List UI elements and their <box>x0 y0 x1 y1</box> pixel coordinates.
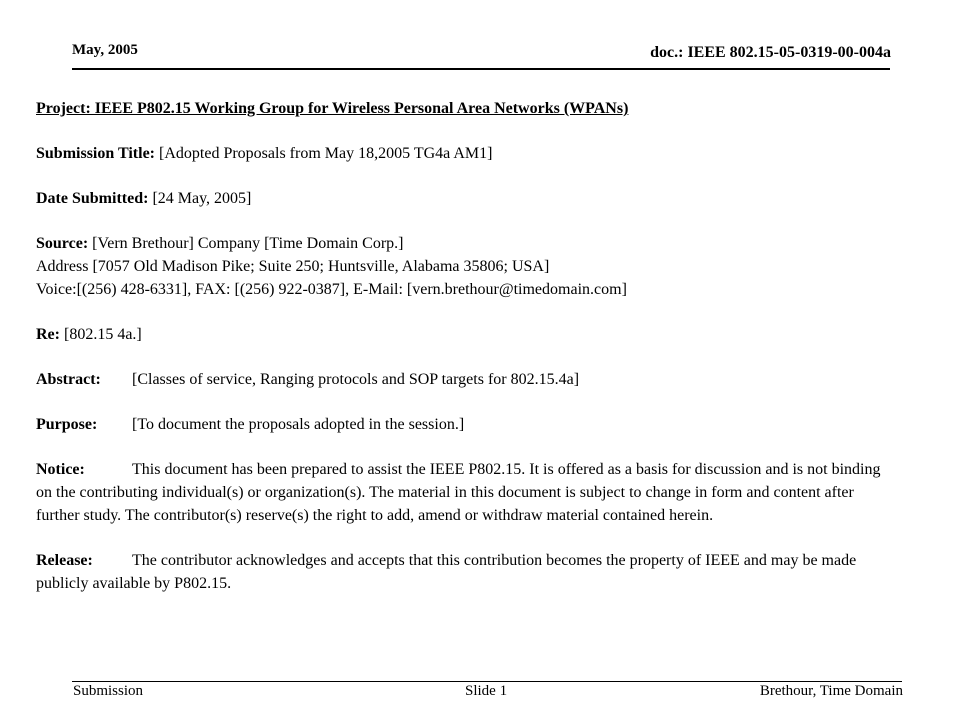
purpose-value: [To document the proposals adopted in the session.] <box>132 416 465 433</box>
abstract-label: Abstract: <box>36 371 101 388</box>
submission-title-label: Submission Title: <box>36 145 156 162</box>
footer-divider <box>72 681 902 682</box>
release-paragraph <box>36 549 896 595</box>
submission-title-value: [Adopted Proposals from May 18,2005 TG4a AM1] <box>155 145 493 162</box>
footer-slide-number: Slide 1 <box>465 683 508 699</box>
notice-value: This document has been prepared to assist the IEEE P802.15. It is offered as a basis for discussion and is not binding on the contributing individual(s) or organization(s). The material in this document is subject to change in form and content after further study. The contributor(s) reserve(s) the right to add, amend or withdraw material contained herein. <box>36 461 881 524</box>
date-submitted-value: [24 May, 2005] <box>148 190 252 207</box>
re-label: Re: <box>36 326 60 343</box>
source-label: Source: <box>36 235 89 252</box>
header-date: May, 2005 <box>72 42 138 58</box>
notice-label: Notice: <box>36 461 85 478</box>
purpose-line <box>36 413 896 436</box>
contact-line: Voice:[(256) 428-6331], FAX: [(256) 922-0387], E-Mail: [vern.brethour@timedomain.com] <box>36 281 627 298</box>
footer-author: Brethour, Time Domain <box>759 683 903 699</box>
document-body <box>36 97 896 595</box>
re-line <box>36 323 896 346</box>
release-label: Release: <box>36 552 93 569</box>
footer-submission: Submission <box>73 683 144 699</box>
source-value: [Vern Brethour] Company [Time Domain Corp.] <box>88 235 404 252</box>
header-doc-id: doc.: IEEE 802.15-05-0319-00-004a <box>650 44 891 61</box>
purpose-label: Purpose: <box>36 416 98 433</box>
re-value: [802.15 4a.] <box>59 326 142 343</box>
address-line: Address [7057 Old Madison Pike; Suite 250; Huntsville, Alabama 35806; USA] <box>36 258 550 275</box>
submission-title-line <box>36 142 896 165</box>
date-submitted-line <box>36 187 896 210</box>
project-title: Project: IEEE P802.15 Working Group for Wireless Personal Area Networks (WPANs) <box>36 100 629 117</box>
date-submitted-label: Date Submitted: <box>36 190 149 207</box>
release-value: The contributor acknowledges and accepts that this contribution becomes the property of IEEE and may be made publicly available by P802.15. <box>36 552 857 592</box>
header-divider <box>72 68 890 70</box>
abstract-value: [Classes of service, Ranging protocols and SOP targets for 802.15.4a] <box>132 371 580 388</box>
notice-paragraph <box>36 458 896 527</box>
source-line <box>36 232 896 255</box>
abstract-line <box>36 368 896 391</box>
